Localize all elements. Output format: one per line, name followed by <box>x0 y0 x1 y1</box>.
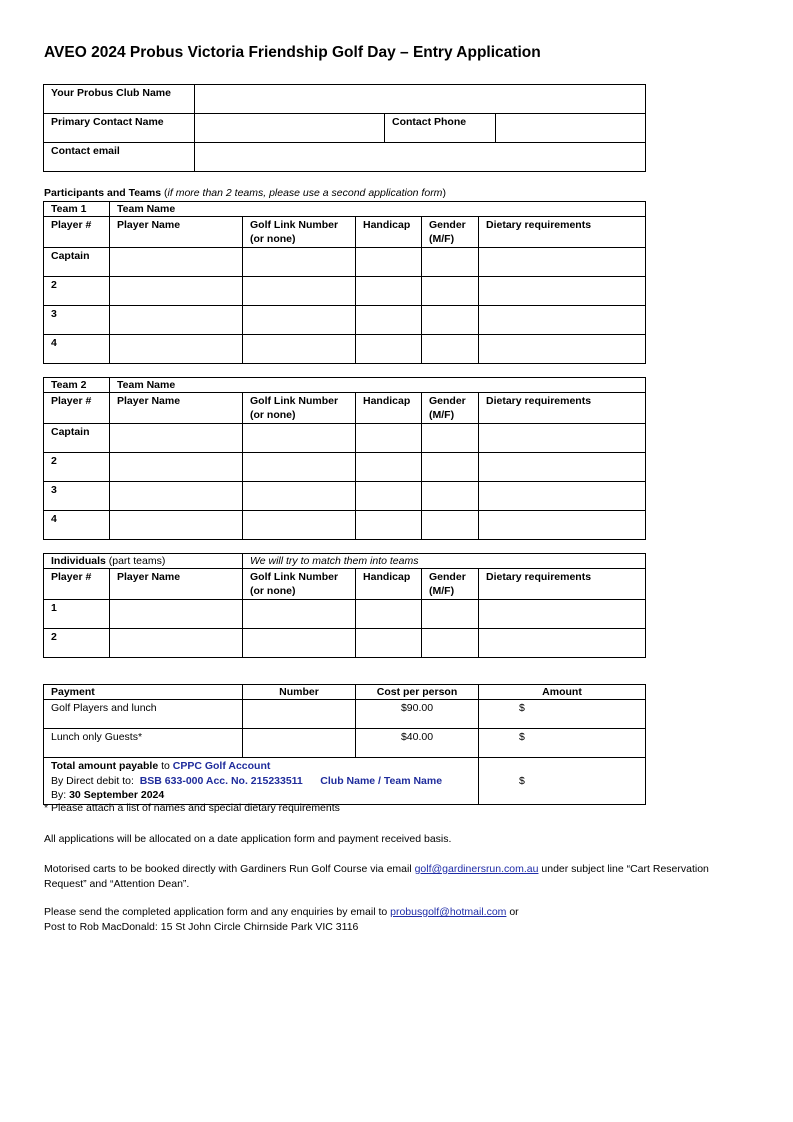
handicap-field[interactable] <box>356 277 422 306</box>
payment-table <box>43 684 646 805</box>
dietary-field[interactable] <box>479 424 646 453</box>
col-player-name: Player Name <box>110 217 243 248</box>
golf-link-field[interactable] <box>243 629 356 658</box>
player-num: 2 <box>44 629 110 658</box>
player-num: Captain <box>44 248 110 277</box>
col-golf-link: Golf Link Number (or none) <box>243 217 356 248</box>
player-num: 4 <box>44 335 110 364</box>
player-name-field[interactable] <box>110 277 243 306</box>
col-golf-link: Golf Link Number (or none) <box>243 569 356 600</box>
handicap-field[interactable] <box>356 482 422 511</box>
cost-value: $40.00 <box>356 729 479 758</box>
send-note: Please send the completed application form and any enquiries by email to probusgolf@hotmail.com or Post to Rob MacDonald: 15 St John Circle Chirnside Park VIC 3116 <box>44 906 519 933</box>
club-name-field[interactable] <box>195 85 646 114</box>
table-row <box>44 482 646 511</box>
handicap-field[interactable] <box>356 306 422 335</box>
team2-team-name[interactable]: Team Name <box>110 378 646 393</box>
total-amount-field[interactable]: $ <box>479 758 646 805</box>
individuals-table <box>43 553 646 658</box>
gender-field[interactable] <box>422 335 479 364</box>
col-gender: Gender (M/F) <box>422 393 479 424</box>
team1-label: Team 1 <box>44 202 110 217</box>
team1-team-name[interactable]: Team Name <box>110 202 646 217</box>
golf-link-field[interactable] <box>243 248 356 277</box>
player-num: Captain <box>44 424 110 453</box>
dietary-field[interactable] <box>479 277 646 306</box>
dietary-field[interactable] <box>479 453 646 482</box>
player-name-field[interactable] <box>110 453 243 482</box>
col-player-name: Player Name <box>110 569 243 600</box>
dietary-field[interactable] <box>479 335 646 364</box>
golf-link-field[interactable] <box>243 306 356 335</box>
player-name-field[interactable] <box>110 248 243 277</box>
primary-contact-field[interactable] <box>195 114 385 143</box>
handicap-field[interactable] <box>356 248 422 277</box>
cost-header: Cost per person <box>356 685 479 700</box>
handicap-field[interactable] <box>356 453 422 482</box>
col-handicap: Handicap <box>356 569 422 600</box>
col-dietary: Dietary requirements <box>479 569 646 600</box>
player-num: 2 <box>44 453 110 482</box>
handicap-field[interactable] <box>356 629 422 658</box>
club-name-label: Your Probus Club Name <box>44 85 195 114</box>
allocation-note: All applications will be allocated on a date application form and payment received basis. <box>44 833 452 845</box>
table-row <box>44 306 646 335</box>
gardiners-email-link[interactable]: golf@gardinersrun.com.au <box>414 863 539 875</box>
player-name-field[interactable] <box>110 511 243 540</box>
gender-field[interactable] <box>422 600 479 629</box>
player-num: 3 <box>44 482 110 511</box>
dietary-field[interactable] <box>479 306 646 335</box>
team2-table <box>43 377 646 540</box>
payment-item-label: Golf Players and lunch <box>44 700 243 729</box>
player-num: 1 <box>44 600 110 629</box>
table-row <box>44 600 646 629</box>
gender-field[interactable] <box>422 511 479 540</box>
dietary-field[interactable] <box>479 600 646 629</box>
total-payable-info: Total amount payable to CPPC Golf Account By Direct debit to: BSB 633-000 Acc. No. 215233511 Club Name / Team Name By: 30 September 2024 <box>44 758 479 805</box>
col-player-num: Player # <box>44 217 110 248</box>
probus-email-link[interactable]: probusgolf@hotmail.com <box>390 906 507 918</box>
contact-email-label: Contact email <box>44 143 195 172</box>
club-details-table <box>43 84 646 172</box>
col-handicap: Handicap <box>356 393 422 424</box>
dietary-field[interactable] <box>479 629 646 658</box>
table-row <box>44 248 646 277</box>
col-player-name: Player Name <box>110 393 243 424</box>
golf-link-field[interactable] <box>243 482 356 511</box>
table-row <box>44 424 646 453</box>
col-dietary: Dietary requirements <box>479 217 646 248</box>
gender-field[interactable] <box>422 482 479 511</box>
player-num: 4 <box>44 511 110 540</box>
gender-field[interactable] <box>422 424 479 453</box>
gender-field[interactable] <box>422 629 479 658</box>
player-name-field[interactable] <box>110 482 243 511</box>
golf-link-field[interactable] <box>243 335 356 364</box>
table-row <box>44 629 646 658</box>
golf-link-field[interactable] <box>243 424 356 453</box>
table-row <box>44 511 646 540</box>
contact-email-field[interactable] <box>195 143 646 172</box>
player-name-field[interactable] <box>110 335 243 364</box>
player-name-field[interactable] <box>110 600 243 629</box>
amount-header: Amount <box>479 685 646 700</box>
amount-field[interactable]: $ <box>479 700 646 729</box>
player-num: 3 <box>44 306 110 335</box>
carts-note: Motorised carts to be booked directly with Gardiners Run Golf Course via email golf@gardinersrun.com.au under subject line “Cart Reservation Request” and “Attention Dean”. <box>44 863 709 890</box>
col-player-num: Player # <box>44 569 110 600</box>
dietary-field[interactable] <box>479 482 646 511</box>
contact-phone-field[interactable] <box>496 114 646 143</box>
golf-link-field[interactable] <box>243 277 356 306</box>
payment-header: Payment <box>44 685 243 700</box>
golf-link-field[interactable] <box>243 511 356 540</box>
primary-contact-label: Primary Contact Name <box>44 114 195 143</box>
individuals-label: Individuals (part teams) <box>44 554 243 569</box>
col-gender: Gender (M/F) <box>422 569 479 600</box>
page-title: AVEO 2024 Probus Victoria Friendship Golf Day – Entry Application <box>44 44 541 61</box>
postal-address: Post to Rob MacDonald: 15 St John Circle Chirnside Park VIC 3116 <box>44 921 359 933</box>
table-row <box>44 453 646 482</box>
gender-field[interactable] <box>422 306 479 335</box>
golf-link-field[interactable] <box>243 453 356 482</box>
col-handicap: Handicap <box>356 217 422 248</box>
footnote: * Please attach a list of names and special dietary requirements <box>44 802 340 814</box>
payment-item-label: Lunch only Guests* <box>44 729 243 758</box>
amount-field[interactable]: $ <box>479 729 646 758</box>
participants-heading: Participants and Teams (if more than 2 teams, please use a second application form) <box>44 187 446 199</box>
handicap-field[interactable] <box>356 424 422 453</box>
golf-link-field[interactable] <box>243 600 356 629</box>
table-row <box>44 700 646 729</box>
player-num: 2 <box>44 277 110 306</box>
gender-field[interactable] <box>422 453 479 482</box>
table-row <box>44 335 646 364</box>
dietary-field[interactable] <box>479 248 646 277</box>
gender-field[interactable] <box>422 248 479 277</box>
dietary-field[interactable] <box>479 511 646 540</box>
number-field[interactable] <box>243 729 356 758</box>
table-row <box>44 729 646 758</box>
number-field[interactable] <box>243 700 356 729</box>
table-row <box>44 277 646 306</box>
player-name-field[interactable] <box>110 306 243 335</box>
handicap-field[interactable] <box>356 335 422 364</box>
number-header: Number <box>243 685 356 700</box>
col-player-num: Player # <box>44 393 110 424</box>
handicap-field[interactable] <box>356 511 422 540</box>
individuals-note: We will try to match them into teams <box>243 554 646 569</box>
player-name-field[interactable] <box>110 424 243 453</box>
col-golf-link: Golf Link Number (or none) <box>243 393 356 424</box>
handicap-field[interactable] <box>356 600 422 629</box>
contact-phone-label: Contact Phone <box>385 114 496 143</box>
team2-label: Team 2 <box>44 378 110 393</box>
col-gender: Gender (M/F) <box>422 217 479 248</box>
gender-field[interactable] <box>422 277 479 306</box>
col-dietary: Dietary requirements <box>479 393 646 424</box>
team1-table <box>43 201 646 364</box>
cost-value: $90.00 <box>356 700 479 729</box>
player-name-field[interactable] <box>110 629 243 658</box>
